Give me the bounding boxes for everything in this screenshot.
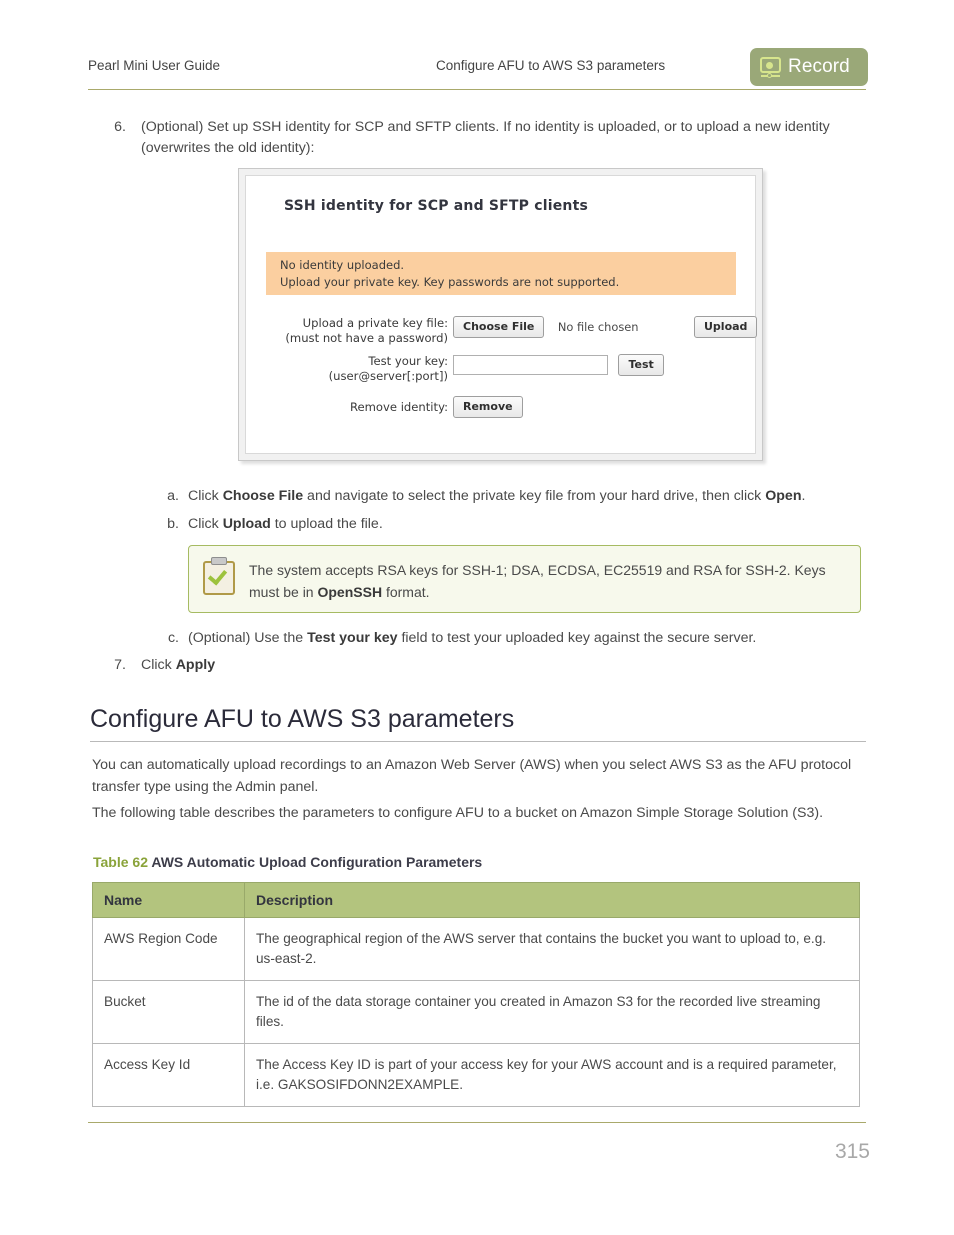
substep-b-part2: to upload the file. [270,516,383,532]
remove-identity-label: Remove identity: [349,400,448,414]
cell-name: Access Key Id [93,1044,245,1107]
substep-a-text [188,486,860,507]
cell-description: The Access Key ID is part of your access key for your AWS account and is a required parameter, i.e. GAKSOSIFDONN2EXAMPLE. [245,1044,860,1107]
no-file-chosen-text: No file chosen [557,320,639,334]
substep-c-part2: field to test your uploaded key against the secure server. [397,630,757,646]
no-identity-alert [266,252,736,295]
header-divider [88,89,866,90]
step-6-text: (Optional) Set up SSH identity for SCP and SFTP clients. If no identity is uploaded, or to upload a new identity (overwrites the old identity): [141,119,830,156]
table-caption [93,854,482,870]
parameters-table [92,882,860,1107]
substep-b-text [188,514,860,535]
upload-key-label-line2: (must not have a password) [285,331,448,345]
table-header-row [93,883,860,918]
cell-description: The id of the data storage container you created in Amazon S3 for the recorded live streaming files. [245,981,860,1044]
step-7-text [141,655,846,676]
test-button[interactable]: Test [618,354,663,376]
clipboard-check-icon [203,557,235,595]
test-key-input[interactable] [453,355,608,375]
upload-key-row [246,316,755,354]
alert-line-1: No identity uploaded. [280,258,405,272]
section-paragraph-1: You can automatically upload recordings to an Amazon Web Server (AWS) when you select AWS S3 as the AFU protocol transfer type using the Admin panel. [92,757,852,795]
page-number: 315 [834,1140,870,1163]
column-header-description: Description [245,883,860,918]
substep-c-bold1: Test your key [307,630,398,646]
record-camera-icon [759,56,782,79]
cell-description: The geographical region of the AWS server that contains the bucket you want to upload to, e.g. us-east-2. [245,918,860,981]
substep-b-part1: Click [188,516,223,532]
note-part1: The system accepts RSA keys for SSH-1; DSA, ECDSA, EC25519 and RSA for SSH-2. Keys must be in [249,562,826,600]
upload-button-wrap [694,316,757,338]
table-row [93,981,860,1044]
table-caption-text: AWS Automatic Upload Configuration Parameters [148,854,483,870]
test-key-label [228,354,448,384]
upload-key-label [228,316,448,346]
step-7-prefix: Click [141,657,176,673]
ssh-identity-form [246,316,755,429]
ssh-identity-screenshot [238,168,763,461]
remove-identity-controls [453,396,523,418]
note-bold1: OpenSSH [317,583,383,600]
table-caption-number: Table 62 [93,854,148,870]
upload-key-controls [453,316,639,338]
footer-divider [88,1122,866,1123]
test-key-label-line2: (user@server[:port]) [328,369,448,383]
substep-b-number: b. [167,516,179,532]
step-7-number: 7. [114,657,126,673]
table-row [93,918,860,981]
cell-name: AWS Region Code [93,918,245,981]
substep-a-part1: Click [188,488,223,504]
column-header-name: Name [93,883,245,918]
upload-button[interactable]: Upload [694,316,757,338]
substep-a-number: a. [167,488,179,504]
note-text [249,560,841,603]
remove-identity-row [246,396,755,429]
substep-a-bold2: Open [765,488,802,504]
header-document-title: Pearl Mini User Guide [88,58,221,73]
upload-key-label-line1: Upload a private key file: [302,316,448,330]
substep-a-part2: and navigate to select the private key file from your hard drive, then click [303,488,766,504]
substep-b-bold1: Upload [222,516,271,532]
record-badge-label: Record [788,56,850,77]
substep-c-part1: (Optional) Use the [188,630,308,646]
alert-line-2: Upload your private key. Key passwords are not supported. [280,274,620,289]
cell-name: Bucket [93,981,245,1044]
choose-file-button[interactable]: Choose File [453,316,544,338]
record-badge [750,48,868,86]
step-7-bold: Apply [175,657,216,673]
header-section-title: Configure AFU to AWS S3 parameters [436,58,666,73]
ssh-identity-panel [245,175,756,454]
substep-c-text [188,628,860,649]
table-row [93,1044,860,1107]
page-title: Configure AFU to AWS S3 parameters [90,705,866,742]
note-callout [188,545,861,613]
remove-button[interactable]: Remove [453,396,523,418]
test-key-controls [453,354,664,376]
substep-a-bold1: Choose File [222,488,304,504]
substep-a-part3: . [801,488,806,504]
test-key-label-line1: Test your key: [368,354,448,368]
section-paragraph-2: The following table describes the parameters to configure AFU to a bucket on Amazon Simple Storage Solution (S3). [92,805,824,821]
note-part2: format. [382,583,430,600]
ssh-panel-title: SSH identity for SCP and SFTP clients [284,198,588,214]
step-6-number: 6. [114,119,126,135]
substep-c-number: c. [167,630,179,646]
test-key-row [246,354,755,396]
